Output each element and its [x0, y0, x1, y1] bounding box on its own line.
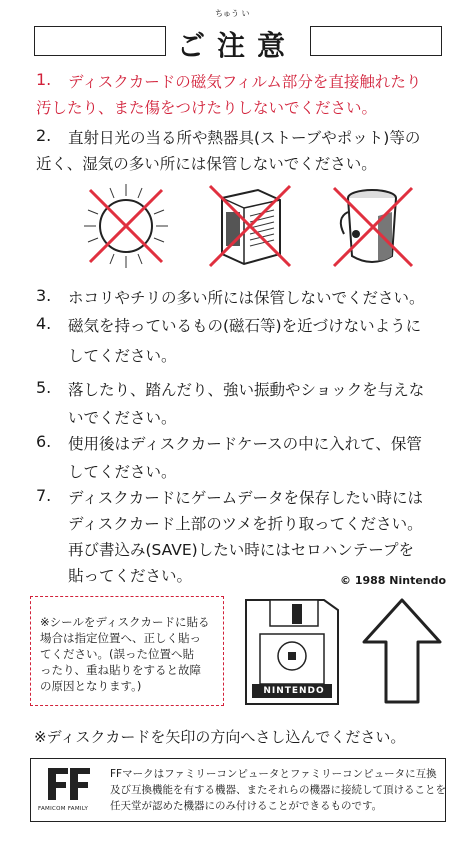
warning-line-3: てください。(誤った位置へ貼: [40, 647, 194, 661]
item-7-line-3: 再び書込み(SAVE)したい時にはセロハンテープを: [68, 541, 414, 559]
item-2-number: 2.: [36, 126, 52, 145]
item-4-line-1: 磁気を持っているもの(磁石等)を近づけないように: [68, 317, 422, 335]
item-5-line-2: いでください。: [68, 409, 177, 427]
ff-line-1: FFマークはファミリーコンピュータとファミリーコンピュータに互換: [110, 768, 437, 780]
arrow-up-icon: [360, 596, 444, 706]
item-6-line-1: 使用後はディスクカードケースの中に入れて、保管: [68, 435, 422, 453]
item-6-line-2: してください。: [68, 463, 177, 481]
item-6-number: 6.: [36, 432, 52, 451]
item-2-line-1: 直射日光の当る所や熱器具(ストーブやポット)等の: [68, 129, 421, 147]
warning-line-1: ※シールをディスクカードに貼る: [40, 615, 210, 629]
header-right-box: [310, 26, 442, 56]
pot-crossed-icon: [322, 176, 422, 276]
ff-logo-icon: [44, 764, 94, 804]
warning-line-4: ったり、重ね貼りをすると故障: [40, 663, 201, 677]
copyright: © 1988 Nintendo: [340, 574, 447, 587]
item-4-number: 4.: [36, 314, 52, 333]
warning-line-5: の原因となります。): [40, 679, 142, 693]
disk-label: NINTENDO: [263, 686, 325, 696]
item-7-line-2: ディスクカード上部のツメを折り取ってください。: [68, 515, 423, 533]
item-5-line-1: 落したり、踏んだり、強い振動やショックを与えな: [68, 381, 425, 399]
heater-crossed-icon: [200, 176, 300, 276]
ff-line-2: 及び互換機能を有する機器、またそれらの機器に接続して頂けることを: [110, 784, 446, 796]
item-1-line-1: ディスクカードの磁気フィルム部分を直接触れたり: [68, 73, 422, 91]
item-7-line-1: ディスクカードにゲームデータを保存したい時には: [68, 489, 423, 507]
ff-line-3: 任天堂が認めた機器にのみ付けることができるものです。: [110, 800, 383, 812]
item-3-line-1: ホコリやチリの多い所には保管しないでください。: [68, 289, 425, 307]
item-1-number: 1.: [36, 70, 52, 89]
item-3-number: 3.: [36, 286, 52, 305]
warning-line-2: 場合は指定位置へ、正しく貼っ: [40, 631, 201, 645]
page-title: ご注意: [176, 29, 297, 62]
ff-logo-caption: FAMICOM FAMILY: [38, 806, 89, 812]
title-ruby: ちゅう い: [215, 9, 250, 18]
item-7-number: 7.: [36, 486, 52, 505]
item-5-number: 5.: [36, 378, 52, 397]
insert-note: ※ディスクカードを矢印の方向へさし込んでください。: [34, 728, 406, 746]
item-2-line-2: 近く、湿気の多い所には保管しないでください。: [36, 155, 377, 173]
item-1-line-2: 汚したり、また傷をつけたりしないでください。: [36, 99, 378, 117]
header-left-box: [34, 26, 166, 56]
sun-crossed-icon: [76, 176, 176, 276]
item-7-line-4: 貼ってください。: [68, 567, 193, 585]
item-4-line-2: してください。: [68, 347, 177, 365]
